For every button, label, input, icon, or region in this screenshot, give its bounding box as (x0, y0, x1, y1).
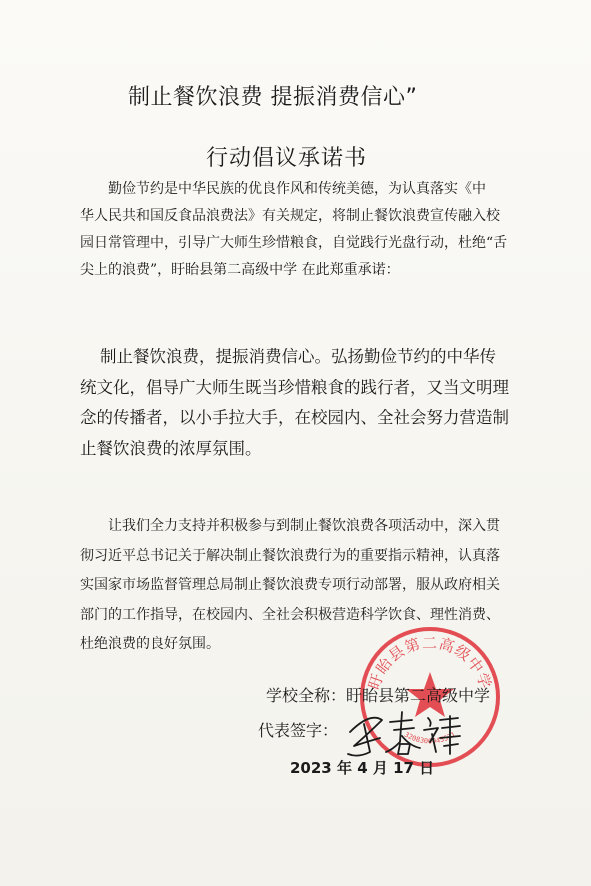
paragraph-2-line: 制止餐饮浪费，提振消费信心。弘扬勤俭节约的中华传 (100, 347, 496, 366)
paragraph-1-line: 勤俭节约是中华民族的优良作风和传统美德，为认真落实《中 (108, 181, 486, 197)
paragraph-2-line: 止餐饮浪费的浓厚氛围。 (80, 438, 262, 458)
school-full-name: 学校全称：盱眙县第二高级中学 (266, 686, 491, 705)
paragraph-3-line: 让我们全力支持并积极参与到制止餐饮浪费各项活动中，深入贯 (108, 518, 500, 534)
handwritten-signature (340, 702, 465, 762)
document-date: 2023 年 4 月 17 日 (290, 759, 435, 777)
paragraph-3-line: 彻习近平总书记关于解决制止餐饮浪费行为的重要指示精神，认真落 (80, 547, 500, 564)
paragraph-1-line: 华人民共和国反食品浪费法》有关规定，将制止餐饮浪费宣传融入校 (80, 208, 500, 224)
seal-text: 盱眙县第二高级中学 (365, 633, 495, 692)
paragraph-2 (80, 342, 540, 464)
paragraph-3-line: 杜绝浪费的良好氛围。 (80, 636, 220, 652)
seal-code: 3208300045531 (402, 730, 458, 746)
document-title-line2: 行动倡议承诺书 (206, 146, 368, 171)
paragraph-2-line: 念的传播者，以小手拉大手，在校园内、全社会努力营造制 (80, 408, 509, 427)
paragraph-1-line: 园日常管理中，引导广大师生珍惜粮食，自觉践行光盘行动，杜绝“舌 (80, 235, 508, 251)
paragraph-2-line: 统文化，倡导广大师生既当珍惜粮食的践行者，又当文明理 (80, 377, 509, 397)
document-title-line1: 制止餐饮浪费 提振消费信心” (128, 85, 418, 110)
paragraph-1-line: 尖上的浪费”，盱眙县第二高级中学 在此郑重承诺： (80, 262, 400, 278)
paragraph-1 (80, 176, 540, 284)
representative-signature-label: 代表签字： (258, 721, 339, 740)
paragraph-3-line: 实国家市场监督管理总局制止餐饮浪费专项行动部署，服从政府相关 (80, 577, 500, 593)
paragraph-3-line: 部门的工作指导，在校园内、全社会积极营造科学饮食、理性消费、 (80, 606, 500, 623)
